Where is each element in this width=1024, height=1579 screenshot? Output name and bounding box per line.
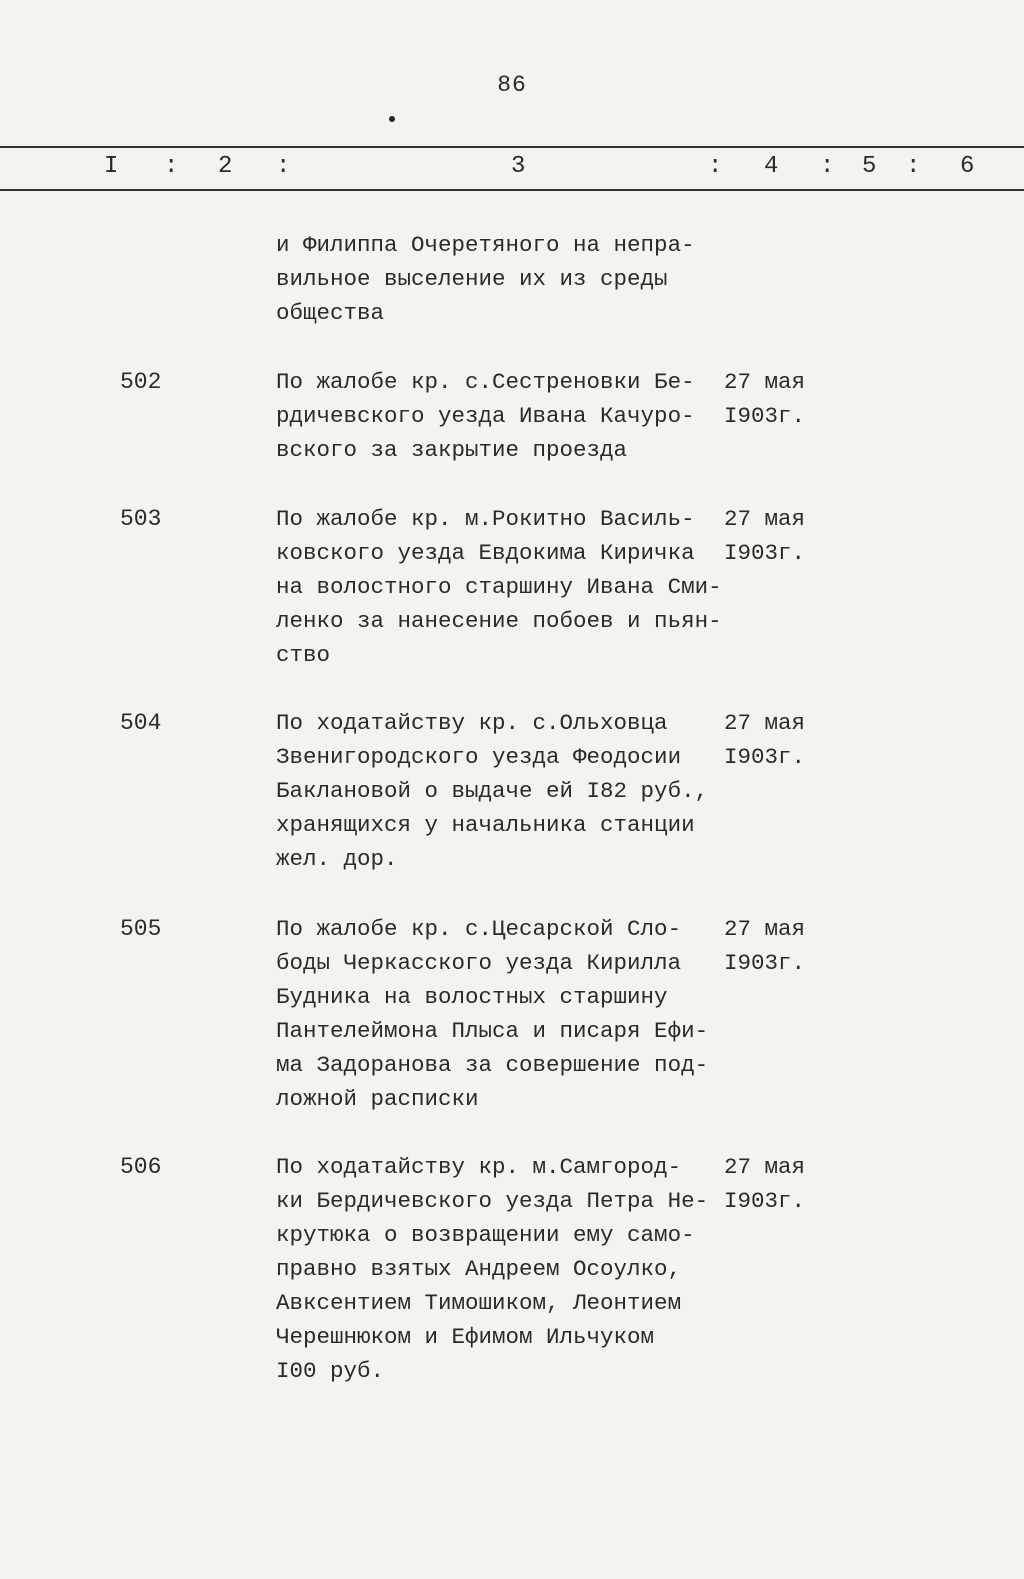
entry-description bbox=[276, 912, 746, 1116]
entry-description bbox=[276, 365, 746, 467]
description-line: Авксентием Тимошиком, Леонтием bbox=[276, 1290, 682, 1316]
description-line: ки Бердичевского уезда Петра Не- bbox=[276, 1188, 709, 1214]
description-line: на волостного старшину Ивана Сми- bbox=[276, 574, 722, 600]
column-header-2: 2 bbox=[218, 153, 233, 180]
header-rule-top bbox=[0, 146, 1024, 148]
entry-date bbox=[724, 1150, 805, 1218]
description-line: ство bbox=[276, 642, 331, 668]
description-line: общества bbox=[276, 300, 385, 326]
description-line: По ходатайству кр. с.Ольховца bbox=[276, 710, 668, 736]
description-line: крутюка о возвращении ему само- bbox=[276, 1222, 695, 1248]
continuation-description bbox=[276, 228, 746, 330]
description-line: жел. дор. bbox=[276, 846, 398, 872]
description-line: ковского уезда Евдокима Киричка bbox=[276, 540, 695, 566]
date-day: 27 мая bbox=[724, 916, 806, 942]
description-line: рдичевского уезда Ивана Качуро- bbox=[276, 403, 695, 429]
description-line: Будника на волостных старшину bbox=[276, 984, 668, 1010]
description-line: По жалобе кр. м.Рокитно Василь- bbox=[276, 506, 695, 532]
page-number: 86 bbox=[497, 72, 527, 98]
column-header-3: 3 bbox=[511, 153, 526, 180]
description-line: По жалобе кр. с.Цесарской Сло- bbox=[276, 916, 682, 942]
date-day: 27 мая bbox=[724, 506, 806, 532]
column-header-4: 4 bbox=[764, 153, 779, 180]
column-separator: : bbox=[906, 153, 921, 180]
column-separator: : bbox=[820, 153, 835, 180]
ink-dot bbox=[389, 116, 395, 122]
entry-number: 503 bbox=[120, 506, 162, 532]
description-line: По жалобе кр. с.Сестреновки Бе- bbox=[276, 369, 695, 395]
description-line: и Филиппа Очеретяного на непра- bbox=[276, 232, 695, 258]
entry-number: 502 bbox=[120, 369, 162, 395]
description-line: I00 руб. bbox=[276, 1358, 385, 1384]
entry-date bbox=[724, 706, 805, 774]
description-line: ма Задоранова за совершение под- bbox=[276, 1052, 709, 1078]
description-line: правно взятых Андреем Осоулко, bbox=[276, 1256, 682, 1282]
entry-description bbox=[276, 502, 746, 672]
description-line: вского за закрытие проезда bbox=[276, 437, 628, 463]
column-header-6: 6 bbox=[960, 153, 975, 180]
date-year: I903г. bbox=[724, 540, 806, 566]
description-line: Черешнюком и Ефимом Ильчуком bbox=[276, 1324, 655, 1350]
entry-date bbox=[724, 912, 805, 980]
column-separator: : bbox=[276, 153, 291, 180]
date-year: I903г. bbox=[724, 403, 806, 429]
date-year: I903г. bbox=[724, 950, 806, 976]
description-line: Звенигородского уезда Феодосии bbox=[276, 744, 682, 770]
date-year: I903г. bbox=[724, 1188, 806, 1214]
date-day: 27 мая bbox=[724, 369, 806, 395]
description-line: вильное выселение их из среды bbox=[276, 266, 668, 292]
date-day: 27 мая bbox=[724, 710, 806, 736]
description-line: ложной расписки bbox=[276, 1086, 479, 1112]
entry-description bbox=[276, 706, 746, 876]
date-year: I903г. bbox=[724, 744, 806, 770]
description-line: ленко за нанесение побоев и пьян- bbox=[276, 608, 722, 634]
column-separator: : bbox=[164, 153, 179, 180]
entry-date bbox=[724, 502, 805, 570]
description-line: По ходатайству кр. м.Самгород- bbox=[276, 1154, 682, 1180]
date-day: 27 мая bbox=[724, 1154, 806, 1180]
entry-number: 504 bbox=[120, 710, 162, 736]
description-line: Пантелеймона Плыса и писаря Ефи- bbox=[276, 1018, 709, 1044]
entry-number: 505 bbox=[120, 916, 162, 942]
header-rule-bottom bbox=[0, 189, 1024, 191]
column-header-1: I bbox=[104, 153, 119, 180]
column-header-5: 5 bbox=[862, 153, 877, 180]
entry-number: 506 bbox=[120, 1154, 162, 1180]
entry-description bbox=[276, 1150, 746, 1388]
entry-date bbox=[724, 365, 805, 433]
description-line: Баклановой о выдаче ей I82 руб., bbox=[276, 778, 709, 804]
description-line: хранящихся у начальника станции bbox=[276, 812, 695, 838]
description-line: боды Черкасского уезда Кирилла bbox=[276, 950, 682, 976]
column-separator: : bbox=[708, 153, 723, 180]
